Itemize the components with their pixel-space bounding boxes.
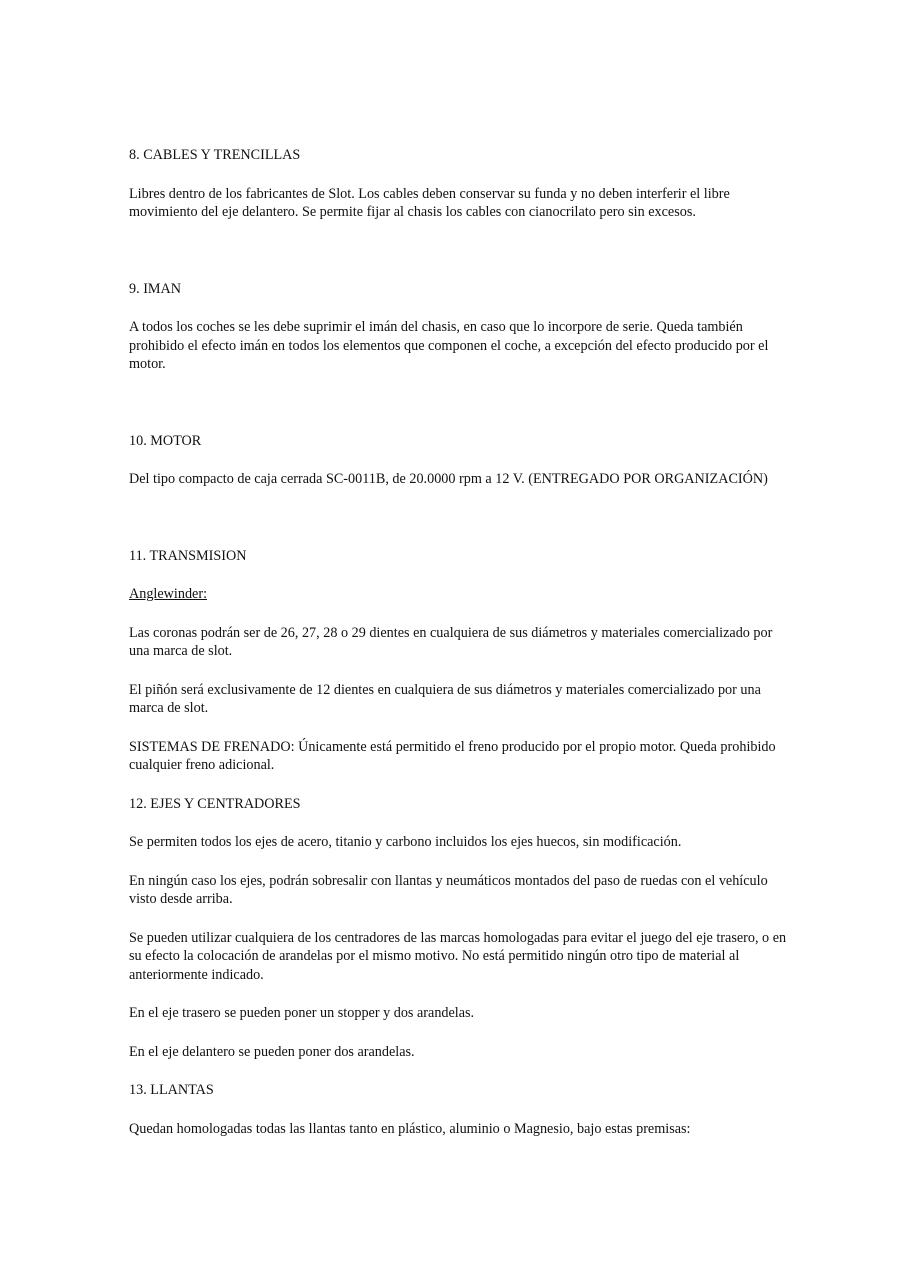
- section-12-paragraph-2: En ningún caso los ejes, podrán sobresalir con llantas y neumáticos montados del paso de ruedas con el vehículo visto desde arriba.: [129, 872, 768, 907]
- section-8-paragraph: Libres dentro de los fabricantes de Slot. Los cables deben conservar su funda y no deben interferir el libre movimiento del eje delantero. Se permite fijar al chasis los cables con cianocrilato pero sin excesos.: [129, 185, 730, 220]
- section-12-heading: 12. EJES Y CENTRADORES: [129, 795, 301, 812]
- section-11-paragraph-2: El piñón será exclusivamente de 12 dientes en cualquiera de sus diámetros y materiales comercializado por una marca de slot.: [129, 681, 761, 716]
- section-13-paragraph: Quedan homologadas todas las llantas tanto en plástico, aluminio o Magnesio, bajo estas premisas:: [129, 1120, 691, 1137]
- section-11-heading: 11. TRANSMISION: [129, 547, 247, 564]
- section-9-paragraph: A todos los coches se les debe suprimir el imán del chasis, en caso que lo incorpore de serie. Queda también prohibido el efecto imán en todos los elementos que componen el coche, a excepción del efecto producido por el motor.: [129, 319, 769, 372]
- section-12-paragraph-3: Se pueden utilizar cualquiera de los centradores de las marcas homologadas para evitar el juego del eje trasero, o en su efecto la colocación de arandelas por el mismo motivo. No está permitido ningún otro tipo de material al anteriormente indicado.: [129, 929, 787, 983]
- section-13-heading: 13. LLANTAS: [129, 1082, 214, 1098]
- section-10-heading: 10. MOTOR: [129, 432, 202, 449]
- section-12-paragraph-4: En el eje trasero se pueden poner un stopper y dos arandelas.: [129, 1005, 475, 1021]
- document-body: [129, 146, 789, 1138]
- section-9-heading: 9. IMAN: [129, 280, 182, 297]
- section-10-paragraph: Del tipo compacto de caja cerrada SC-0011B, de 20.0000 rpm a 12 V. (ENTREGADO POR ORGANIZACIÓN): [129, 471, 768, 487]
- section-11-paragraph-3: SISTEMAS DE FRENADO: Únicamente está permitido el freno producido por el propio motor. Queda prohibido cualquier freno adicional.: [129, 738, 776, 773]
- section-12-paragraph-1: Se permiten todos los ejes de acero, titanio y carbono incluidos los ejes huecos, sin modificación.: [129, 834, 682, 850]
- section-8-heading: 8. CABLES Y TRENCILLAS: [129, 147, 301, 163]
- section-11-paragraph-1: Las coronas podrán ser de 26, 27, 28 o 29 dientes en cualquiera de sus diámetros y materiales comercializado por una marca de slot.: [129, 624, 773, 659]
- section-11-subheading: Anglewinder:: [129, 586, 208, 602]
- section-12-paragraph-5: En el eje delantero se pueden poner dos arandelas.: [129, 1043, 415, 1060]
